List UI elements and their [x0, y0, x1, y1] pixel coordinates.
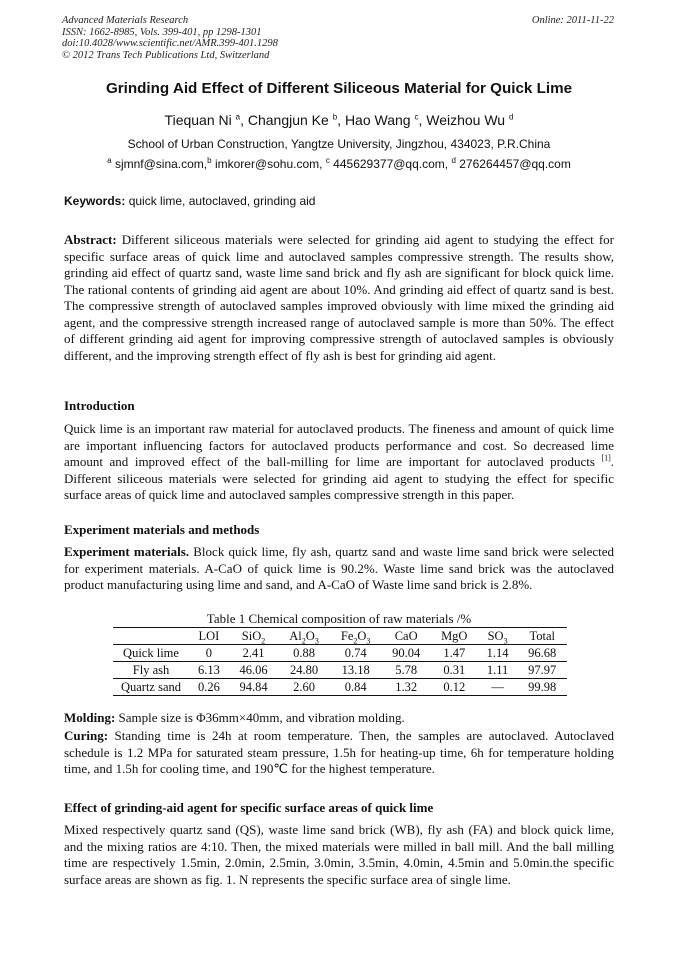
introduction-text-cont: . Different siliceous materials were selected for grinding aid agent to studying the effect for specific surface areas of quick lime and autoclaved samples compressive strength in this paper. — [64, 454, 615, 502]
row-label: Quick lime — [113, 645, 189, 662]
column-header: CaO — [381, 628, 430, 645]
effect-paragraph: Mixed respectively quartz sand (QS), waste lime sand brick (WB), fly ash (FA) and block quick lime, and the mixing ratios are 4:10. Then, the mixed materials were milled in ball mill. And the ball milling time are respectively 1.5min, 2.0min, 2.5min, 3.0min, 3.5min, 4.0min, 4.5min and 5.0min.the specific surface areas are shown as fig. 1. N represents the specific surface area of single lime. — [64, 822, 614, 887]
reference-marker: [1] — [601, 453, 611, 463]
molding-paragraph — [64, 710, 614, 727]
molding-label: Molding: — [64, 710, 116, 725]
table-cell: 13.18 — [330, 662, 382, 679]
issn-line: ISSN: 1662-8985, Vols. 399-401, pp 1298-1301 — [62, 26, 262, 38]
table-cell: 97.97 — [517, 662, 567, 679]
doi-line: doi:10.4028/www.scientific.net/AMR.399-401.1298 — [62, 38, 278, 49]
email-address: 445629377@qq.com, — [333, 157, 449, 171]
experiment-materials-paragraph — [64, 544, 614, 594]
experiment-heading: Experiment materials and methods — [64, 522, 260, 537]
effect-heading: Effect of grinding-aid agent for specific surface areas of quick lime — [64, 800, 434, 815]
introduction-paragraph — [64, 421, 614, 504]
table-cell: 2.60 — [278, 679, 330, 696]
table-cell: 2.41 — [229, 645, 278, 662]
table-cell: 24.80 — [278, 662, 330, 679]
curing-paragraph — [64, 728, 614, 778]
column-header: MgO — [431, 628, 478, 645]
keywords — [64, 194, 315, 208]
email-sup: c — [325, 156, 330, 165]
table-cell: 1.14 — [478, 645, 518, 662]
table-cell: 0.74 — [330, 645, 382, 662]
author-sup: d — [508, 112, 514, 122]
author-sup: c — [414, 112, 419, 122]
table-cell: — — [478, 679, 518, 696]
column-header: Total — [517, 628, 567, 645]
column-header: $Al_2O_3$ — [278, 628, 330, 645]
email-address: imkorer@sohu.com, — [214, 157, 323, 171]
table-cell: 0.26 — [189, 679, 229, 696]
table-cell: 1.32 — [381, 679, 430, 696]
email-address: sjmnf@sina.com, — [114, 157, 208, 171]
online-date: Online: 2011-11-22 — [531, 15, 614, 26]
table-cell: 0.88 — [278, 645, 330, 662]
author-name: Changjun Ke — [247, 112, 329, 128]
email-list — [0, 157, 678, 171]
table-cell: 0.84 — [330, 679, 382, 696]
keywords-text: quick lime, autoclaved, grinding aid — [128, 194, 316, 208]
table-row — [113, 645, 567, 662]
author-list: Tiequan Ni $^a$, Changjun Ke $^b$, Hao Wang $^c$, Weizhou Wu $^d$ — [164, 112, 514, 128]
table-cell: 1.11 — [478, 662, 518, 679]
table-cell: 6.13 — [189, 662, 229, 679]
table-cell: 1.47 — [431, 645, 478, 662]
table-cell: 94.84 — [229, 679, 278, 696]
table-cell: 46.06 — [229, 662, 278, 679]
table-cell: 96.68 — [517, 645, 567, 662]
abstract — [64, 232, 614, 364]
journal-header — [62, 15, 278, 61]
table-corner-cell — [113, 628, 189, 645]
abstract-text: Different siliceous materials were selected for grinding aid agent to studying the effect for specific surface areas of quick lime and autoclaved samples compressive strength. The results show, grinding aid effect of quartz sand, waste lime sand brick and fly ash are significant for block quick lime. The rational contents of grinding aid agent are about 10%. And grinding aid effect of quartz sand is best. The compressive strength of autoclaved samples improved obviously with lime mixed the grinding aid agent, and the compressive strength increased range of autoclaved sample is more than 50%. The effect of different grinding aid agent for improving compressive strength of autoclaved samples is obviously different, and the improving strength effect of fly ash is best for grinding aid agent. — [64, 232, 614, 363]
table-cell: 5.78 — [381, 662, 430, 679]
author-name: Hao Wang — [344, 112, 411, 128]
table-caption: Table 1 Chemical composition of raw materials /% — [206, 611, 472, 626]
table-row — [113, 679, 567, 696]
abstract-label: Abstract: — [64, 232, 117, 247]
table-cell: 90.04 — [381, 645, 430, 662]
email-sup: d — [451, 156, 456, 165]
paper-title: Grinding Aid Effect of Different Siliceous Material for Quick Lime — [105, 80, 573, 97]
column-header: SiO$_2$ — [229, 628, 278, 645]
author-sup: a — [235, 112, 241, 122]
table-row — [113, 662, 567, 679]
column-header: $SO_3$ — [478, 628, 518, 645]
introduction-heading: Introduction — [64, 398, 135, 413]
journal-name: Advanced Materials Research — [62, 15, 189, 26]
table-cell: 0.12 — [431, 679, 478, 696]
author-sup: b — [332, 112, 338, 122]
affiliation: School of Urban Construction, Yangtze University, Jingzhou, 434023, P.R.China — [127, 137, 551, 151]
row-label: Quartz sand — [113, 679, 189, 696]
table-cell: 0.31 — [431, 662, 478, 679]
author-name: Weizhou Wu — [426, 112, 506, 128]
curing-label: Curing: — [64, 728, 109, 743]
keywords-label: Keywords: — [64, 194, 126, 208]
email-sup: b — [207, 156, 212, 165]
molding-text: Sample size is Φ36mm×40mm, and vibration molding. — [118, 710, 405, 725]
chemical-composition-table — [113, 627, 567, 696]
introduction-text: Quick lime is an important raw material for autoclaved products. The fineness and amount of quick lime are important influencing factors for autoclaved products performance and cost. So decreased lime amount and improved effect of the ball-milling for lime are important for autoclaved products — [64, 421, 614, 469]
table-header-row — [113, 628, 567, 645]
row-label: Fly ash — [113, 662, 189, 679]
experiment-materials-text: Block quick lime, fly ash, quartz sand and waste lime sand brick were selected for experiment materials. A-CaO of quick lime is 90.2%. Waste lime sand brick was the autoclaved product manufacturing using lime and sand, and A-CaO of Waste lime sand brick is 2.8%. — [64, 544, 614, 592]
column-header: LOI — [189, 628, 229, 645]
table-cell: 0 — [189, 645, 229, 662]
copyright-line: © 2012 Trans Tech Publications Ltd, Switzerland — [62, 49, 270, 61]
table-cell: 99.98 — [517, 679, 567, 696]
curing-text: Standing time is 24h at room temperature. Then, the samples are autoclaved. Autoclaved schedule is 1.2 MPa for saturated steam pressure, 1.5h for heating-up time, 6h for temperature holding time, and 1.5h for cooling time, and 190℃ for the highest temperature. — [64, 728, 615, 776]
email-address: 276264457@qq.com — [459, 157, 571, 171]
column-header: $Fe_2O_3$ — [330, 628, 382, 645]
experiment-materials-label: Experiment materials. — [64, 544, 190, 559]
author-name: Tiequan Ni — [164, 112, 232, 128]
email-sup: a — [107, 156, 112, 165]
